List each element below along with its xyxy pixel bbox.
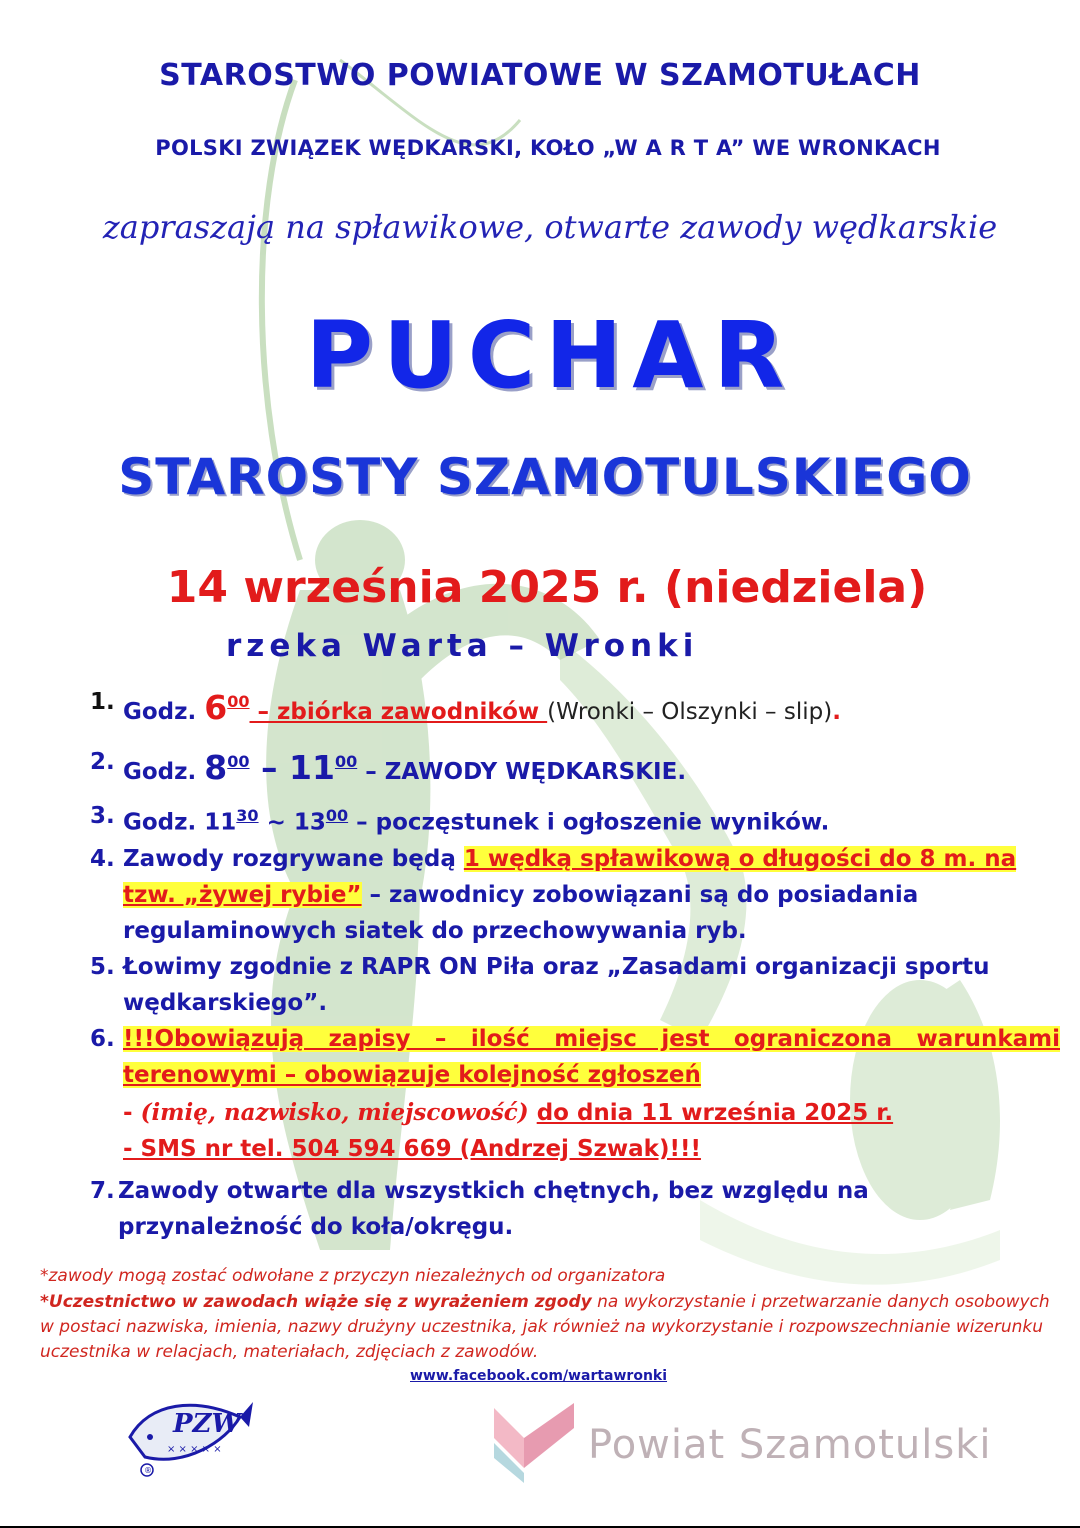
list-item-3 (90, 798, 1060, 841)
event-subtitle: STAROSTY SZAMOTULSKIEGO (118, 448, 972, 506)
item-sup: 30 (236, 806, 259, 825)
pzw-fish-logo-icon (125, 1382, 255, 1482)
footnote-consent-bold: *Uczestnictwo w zawodach wiąże się z wyrażeniem zgody (40, 1292, 592, 1312)
item-sup: 00 (325, 806, 349, 825)
item-number: 1. (90, 689, 115, 715)
sms-contact: - SMS nr tel. 504 594 669 (Andrzej Szwak)!!! (123, 1135, 701, 1162)
item-text: Zawody otwarte dla wszystkich chętnych, bez względu na przynależność do koła/okręgu. (118, 1177, 869, 1240)
organizer-pzw: POLSKI ZWIĄZEK WĘDKARSKI, KOŁO „W A R T A” WE WRONKACH (155, 136, 941, 160)
item-text: Godz. (123, 759, 205, 785)
item-text: Godz. (123, 699, 205, 725)
competition-label: – ZAWODY WĘDKARSKIE. (357, 759, 687, 785)
invitation-line: zapraszają na spławikowe, otwarte zawody wędkarskie (102, 208, 998, 246)
item-text: – zawodnicy zobowiązani są do posiadania regulaminowych siatek do przechowywania ryb. (123, 881, 919, 944)
event-date: 14 września 2025 r. (niedziela) (166, 562, 928, 613)
registration-deadline: do dnia 11 września 2025 r. (536, 1099, 894, 1126)
item-text: Godz. 11 (123, 809, 237, 836)
powiat-heart-logo-icon (484, 1398, 584, 1488)
item-number: 5. (90, 953, 115, 980)
registration-fields: (imię, nazwisko, miejscowość) (140, 1098, 529, 1126)
gathering-label: – zbiórka zawodników (249, 699, 548, 725)
item-text: Łowimy zgodnie z RAPR ON Piła oraz „Zasadami organizacji sportu wędkarskiego”. (123, 953, 990, 1016)
gathering-hour: $6^{00}$ (204, 688, 250, 727)
item-number: 2. (90, 749, 115, 775)
item-text: – (249, 748, 289, 787)
footnote-consent (40, 1290, 1060, 1365)
svg-text:®: ® (144, 1466, 152, 1475)
item-text: - (123, 1099, 141, 1126)
list-item-7 (90, 1173, 1060, 1245)
list-item-6 (90, 1021, 1060, 1167)
start-hour: $8^{00}$ (204, 748, 250, 787)
list-item-1 (90, 684, 1060, 730)
item-end: . (832, 699, 841, 725)
gathering-location: (Wronki – Olszynki – slip) (547, 699, 833, 725)
organizer-starostwo: STAROSTWO POWIATOWE W SZAMOTUŁACH (159, 58, 921, 93)
end-hour: $11^{00}$ (289, 748, 358, 787)
item-text: ~ 13 (258, 809, 326, 836)
event-place: rzeka Warta – Wronki (226, 628, 699, 664)
item-number: 6. (90, 1025, 115, 1052)
svg-text:PZW: PZW (173, 1409, 241, 1439)
event-title: PUCHAR (305, 302, 795, 409)
item-text: Zawody rozgrywane będą (123, 845, 464, 872)
footnote-consent-rest: na wykorzystanie i przetwarzanie danych osobowych w postaci nazwiska, imienia, nazwy drużyny uczestnika, jak również na wykorzystanie i rozpowszechnianie wizerunku uczestnika w relacjach, materiałach, zdjęciach z zawodów. (40, 1292, 1050, 1362)
registration-highlight: !!!Obowiązują zapisy – ilość miejsc jest ograniczona warunkami terenowymi – obowiązuje kolejność zgłoszeń (123, 1025, 1060, 1088)
footnote-cancellation: *zawody mogą zostać odwołane z przyczyn niezależnych od organizatora (40, 1266, 666, 1286)
item-number: 4. (90, 845, 115, 872)
facebook-link[interactable]: www.facebook.com/wartawronki (410, 1368, 668, 1384)
rod-rule-highlight: 1 wędką spławikową o długości do 8 m. na tzw. „żywej rybie” (123, 845, 1017, 908)
list-item-4 (90, 841, 1060, 949)
item-text: – poczęstunek i ogłoszenie wyników. (348, 809, 830, 836)
powiat-szamotulski-logo-text: Powiat Szamotulski (588, 1422, 992, 1468)
item-number: 3. (90, 803, 115, 829)
list-item-2 (90, 744, 1060, 790)
svg-text:× × × × ×: × × × × × (167, 1444, 222, 1455)
schedule-list (90, 684, 1060, 1245)
item-number: 7. (90, 1177, 115, 1204)
list-item-5 (90, 949, 1060, 1021)
